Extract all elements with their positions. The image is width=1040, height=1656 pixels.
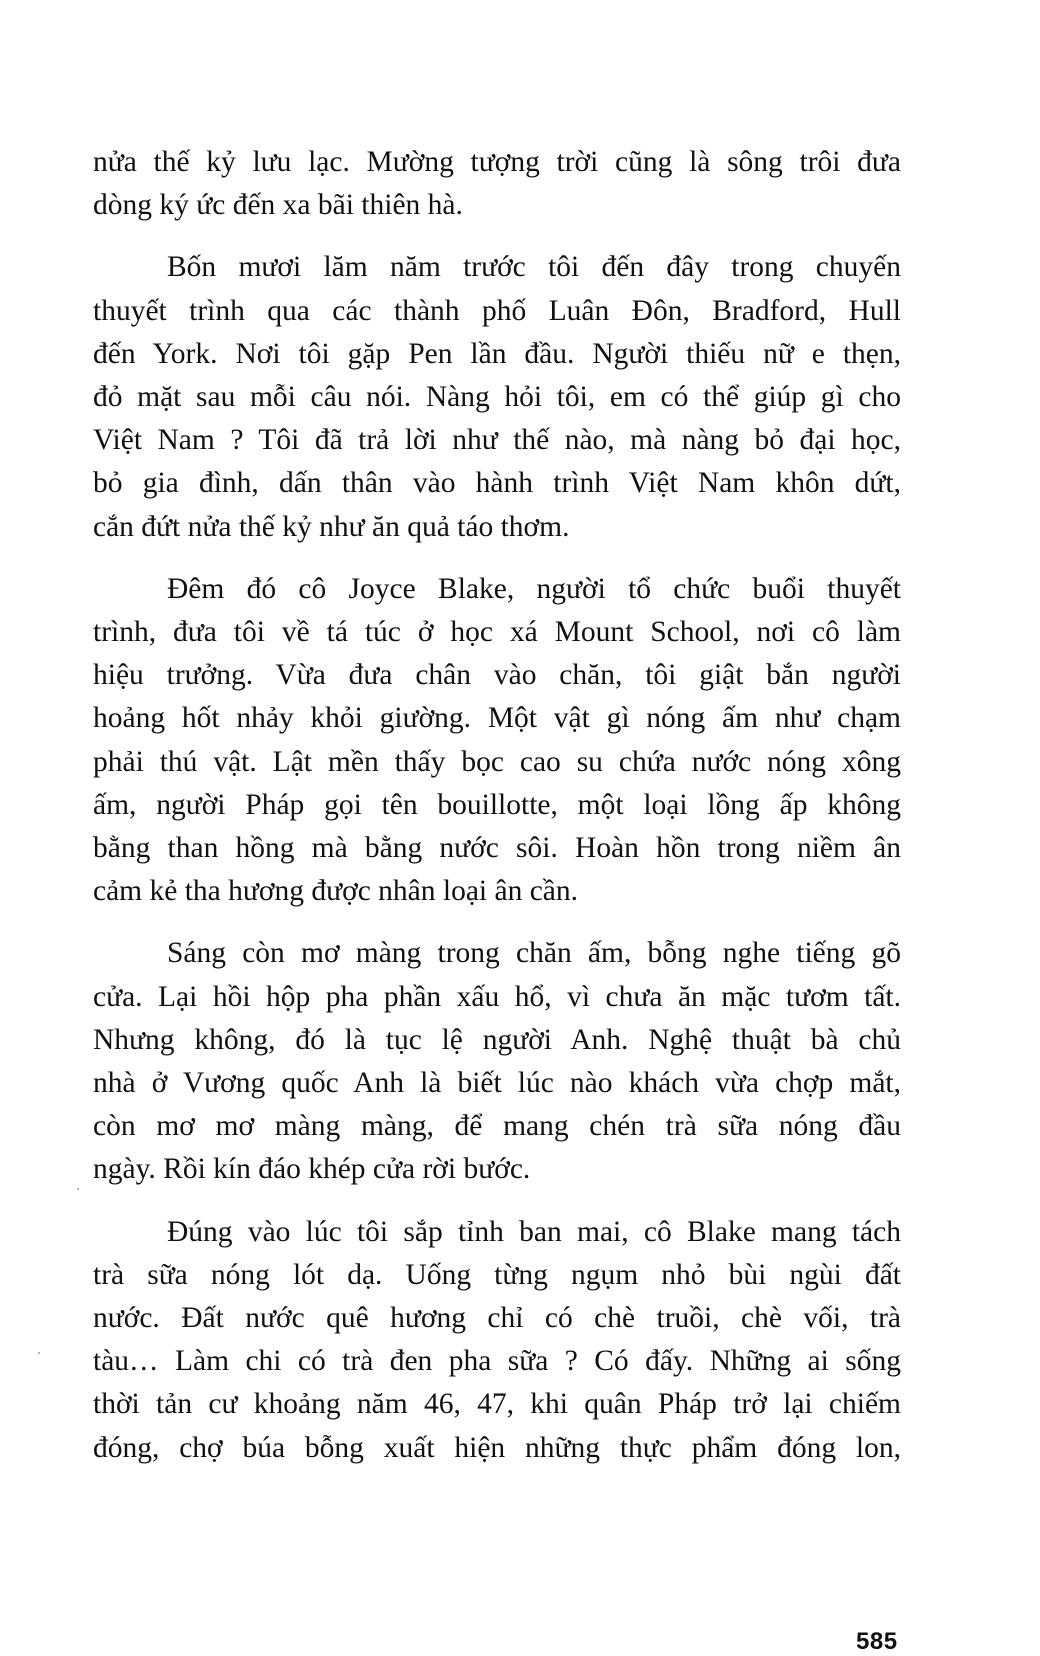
text-line: phải thú vật. Lật mền thấy bọc cao su chứa nước nóng xông xyxy=(93,745,901,778)
text-line: Đêm đó cô Joyce Blake, người tổ chức buổi thuyết xyxy=(167,572,901,605)
text-line: đỏ mặt sau mỗi câu nói. Nàng hỏi tôi, em có thể giúp gì cho xyxy=(93,381,901,414)
text-line: Bốn mươi lăm năm trước tôi đến đây trong chuyến xyxy=(167,251,901,284)
text-line: đóng, chợ búa bỗng xuất hiện những thực phẩm đóng lon, xyxy=(93,1431,901,1464)
text-line: bỏ gia đình, dấn thân vào hành trình Việt Nam khôn dứt, xyxy=(93,467,901,500)
body-text xyxy=(93,141,901,1489)
text-line: cảm kẻ tha hương được nhân loại ân cần. xyxy=(93,875,579,908)
text-line: dòng ký ức đến xa bãi thiên hà. xyxy=(93,189,463,222)
text-line: cắn đứt nửa thế kỷ như ăn quả táo thơm. xyxy=(93,510,570,543)
text-line: thời tản cư khoảng năm 46, 47, khi quân Pháp trở lại chiếm xyxy=(93,1388,901,1421)
text-line: cửa. Lại hồi hộp pha phần xấu hổ, vì chưa ăn mặc tươm tất. xyxy=(93,980,901,1013)
scan-speck xyxy=(77,1188,79,1190)
scan-speck xyxy=(38,1352,40,1354)
text-line: trình, đưa tôi về tá túc ở học xá Mount School, nơi cô làm xyxy=(93,616,901,649)
text-line: ngày. Rồi kín đáo khép cửa rời bước. xyxy=(93,1153,531,1186)
text-line: hoảng hốt nhảy khỏi giường. Một vật gì nóng ấm như chạm xyxy=(93,702,901,735)
text-line: Đúng vào lúc tôi sắp tỉnh ban mai, cô Blake mang tách xyxy=(167,1215,901,1248)
text-line: ấm, người Pháp gọi tên bouillotte, một loại lồng ấp không xyxy=(93,788,901,821)
text-line: nước. Đất nước quê hương chỉ có chè truồi, chè vối, trà xyxy=(93,1302,901,1335)
text-line: thuyết trình qua các thành phố Luân Đôn, Bradford, Hull xyxy=(93,294,901,327)
text-line: đến York. Nơi tôi gặp Pen lần đầu. Người thiếu nữ e thẹn, xyxy=(93,337,901,370)
text-line: bằng than hồng mà bằng nước sôi. Hoàn hồn trong niềm ân xyxy=(93,832,901,865)
paragraph-1 xyxy=(93,141,901,227)
text-line: trà sữa nóng lót dạ. Uống từng ngụm nhỏ bùi ngùi đất xyxy=(93,1258,901,1291)
paragraph-4 xyxy=(93,932,901,1191)
text-line: nửa thế kỷ lưu lạc. Mường tượng trời cũng là sông trôi đưa xyxy=(93,146,901,178)
text-line: Việt Nam ? Tôi đã trả lời như thế nào, mà nàng bỏ đại học, xyxy=(93,424,901,457)
text-line: Sáng còn mơ màng trong chăn ấm, bỗng nghe tiếng gõ xyxy=(167,937,901,970)
page-number: 585 xyxy=(856,1628,898,1655)
paragraph-5 xyxy=(93,1211,901,1470)
paragraph-3 xyxy=(93,568,901,914)
text-line: Nhưng không, đó là tục lệ người Anh. Nghệ thuật bà chủ xyxy=(93,1023,901,1056)
text-line: hiệu trưởng. Vừa đưa chân vào chăn, tôi giật bắn người xyxy=(93,659,901,692)
text-line: còn mơ mơ màng màng, để mang chén trà sữa nóng đầu xyxy=(93,1110,901,1143)
text-line: tàu… Làm chi có trà đen pha sữa ? Có đấy. Những ai sống xyxy=(93,1345,901,1378)
paragraph-2 xyxy=(93,246,901,548)
text-line: nhà ở Vương quốc Anh là biết lúc nào khách vừa chợp mắt, xyxy=(93,1067,901,1100)
